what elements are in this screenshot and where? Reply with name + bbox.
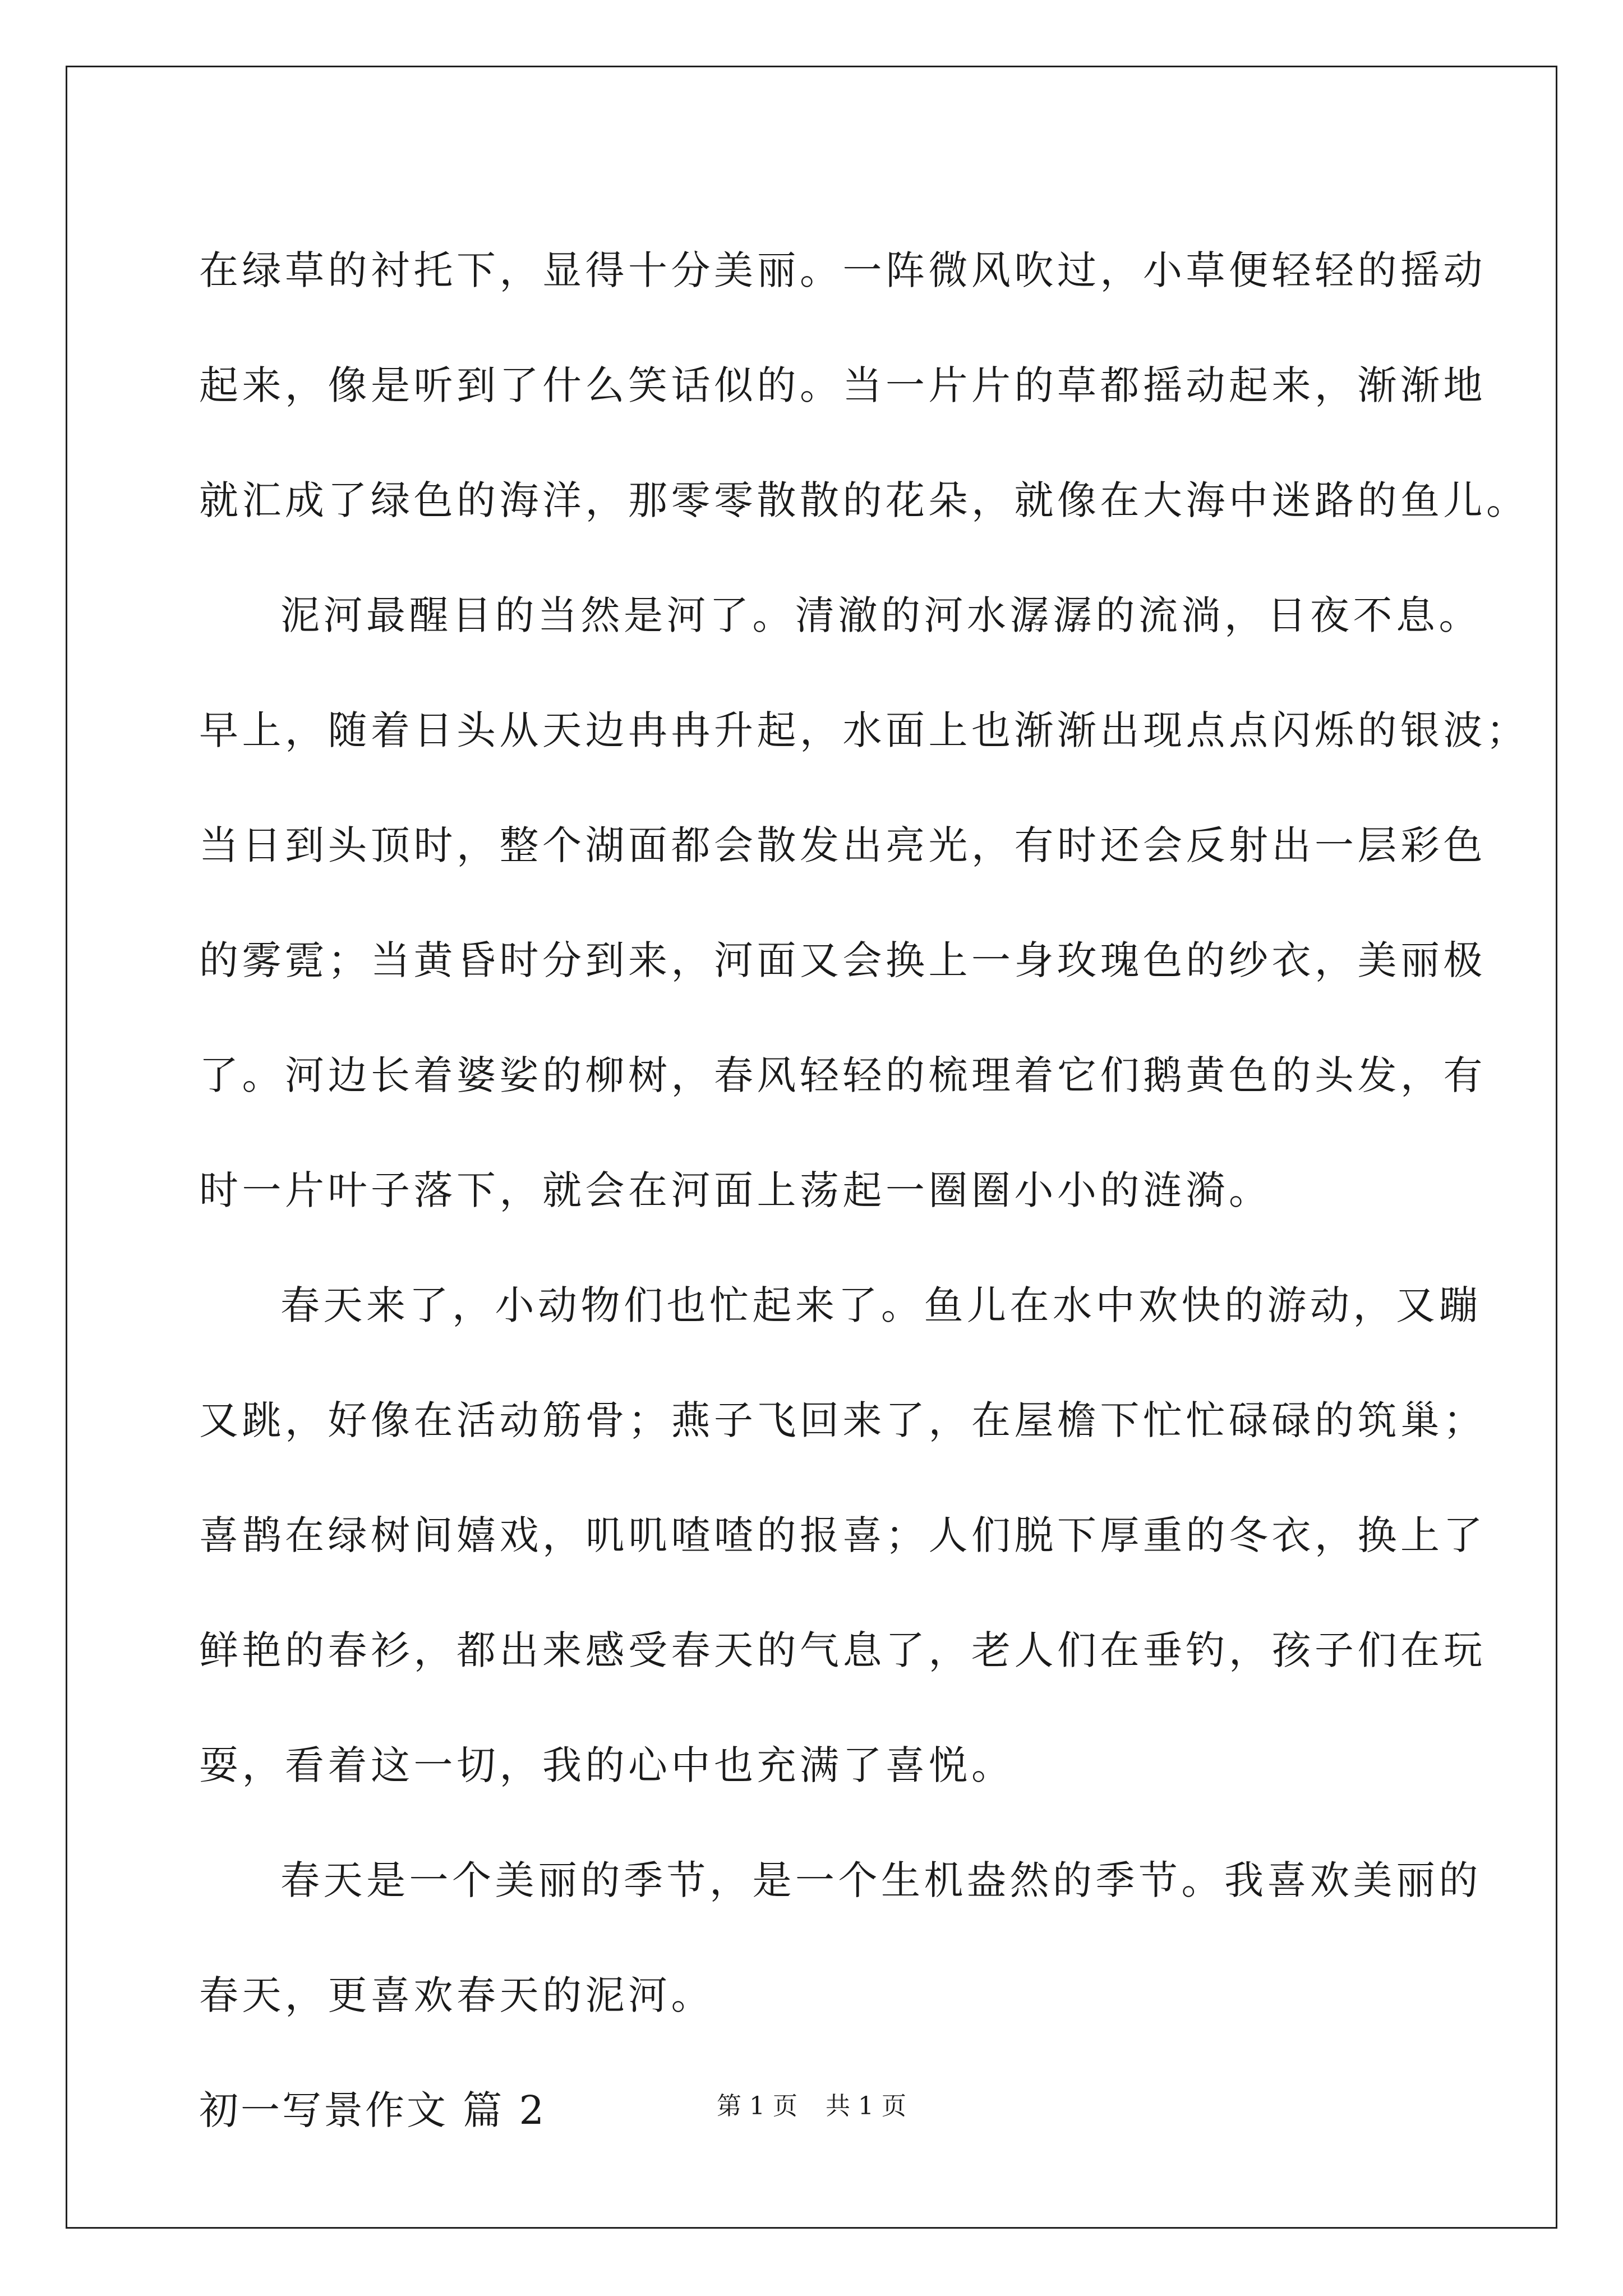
section-heading: 初一写景作文 篇 2 bbox=[199, 2087, 547, 2133]
page-number: 第 1 页 bbox=[717, 2092, 797, 2120]
document-body bbox=[199, 213, 1529, 2168]
page-total: 共 1 页 bbox=[826, 2092, 906, 2120]
text-line: 的雾霓；当黄昏时分到来，河面又会换上一身玫瑰色的纱衣，美丽极 bbox=[199, 937, 1486, 983]
text-line: 早上，随着日头从天边冉冉升起，水面上也渐渐出现点点闪烁的银波； bbox=[199, 707, 1529, 753]
text-line: 春天是一个美丽的季节，是一个生机盎然的季节。我喜欢美丽的 bbox=[280, 1857, 1482, 1903]
text-line: 春天，更喜欢春天的泥河。 bbox=[199, 1972, 714, 2018]
text-line: 鲜艳的春衫，都出来感受春天的气息了，老人们在垂钓，孩子们在玩 bbox=[199, 1627, 1486, 1673]
text-line: 了。河边长着婆娑的柳树，春风轻轻的梳理着它们鹅黄色的头发，有 bbox=[199, 1052, 1486, 1098]
text-line: 泥河最醒目的当然是河了。清澈的河水潺潺的流淌，日夜不息。 bbox=[280, 592, 1482, 638]
text-line: 又跳，好像在活动筋骨；燕子飞回来了，在屋檐下忙忙碌碌的筑巢； bbox=[199, 1397, 1486, 1443]
text-line: 就汇成了绿色的海洋，那零零散散的花朵，就像在大海中迷路的鱼儿。 bbox=[199, 477, 1529, 523]
text-line: 春天来了，小动物们也忙起来了。鱼儿在水中欢快的游动，又蹦 bbox=[280, 1282, 1482, 1328]
text-line: 耍，看着这一切，我的心中也充满了喜悦。 bbox=[199, 1742, 1015, 1788]
text-line: 时一片叶子落下，就会在河面上荡起一圈圈小小的涟漪。 bbox=[199, 1167, 1272, 1213]
text-line: 起来，像是听到了什么笑话似的。当一片片的草都摇动起来，渐渐地 bbox=[199, 362, 1486, 408]
text-line: 在绿草的衬托下，显得十分美丽。一阵微风吹过，小草便轻轻的摇动 bbox=[199, 247, 1486, 293]
text-line: 当日到头顶时，整个湖面都会散发出亮光，有时还会反射出一层彩色 bbox=[199, 822, 1486, 868]
page-footer bbox=[0, 2090, 1623, 2123]
text-line: 喜鹊在绿树间嬉戏，叽叽喳喳的报喜；人们脱下厚重的冬衣，换上了 bbox=[199, 1512, 1486, 1558]
